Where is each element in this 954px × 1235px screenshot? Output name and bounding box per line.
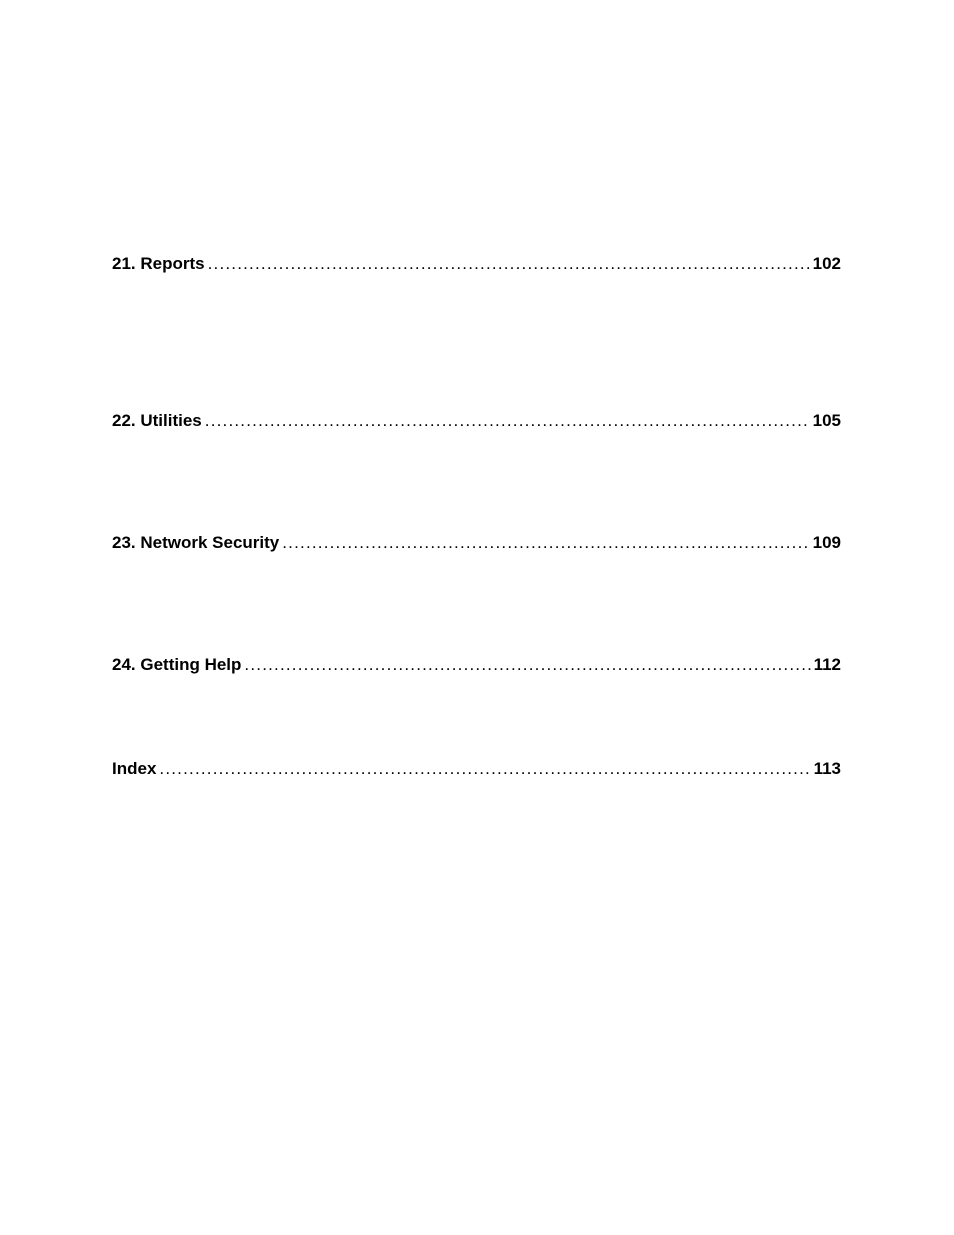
toc-dot-leader [208,252,810,276]
toc-entry-title: 22. Utilities [112,411,202,430]
toc-dot-leader [244,653,810,677]
toc-entry-title: 24. Getting Help [112,655,242,674]
toc-entry-index[interactable] [112,757,841,781]
toc-entry-title: 21. Reports [112,254,205,273]
toc-page-number: 112 [813,655,841,674]
toc-dot-leader [159,757,810,781]
toc-entry-getting-help[interactable] [112,653,841,677]
toc-entry-reports[interactable] [112,252,841,276]
toc-page-number: 105 [812,411,841,430]
toc-page-number: 102 [812,254,841,273]
toc-entry-utilities[interactable] [112,409,841,433]
toc-page-number: 109 [812,533,841,552]
toc-dot-leader [205,409,810,433]
toc-page-number: 113 [813,759,841,778]
toc-dot-leader [282,531,809,555]
toc-entry-network-security[interactable] [112,531,841,555]
toc-entry-title: Index [112,759,157,778]
toc-entry-title: 23. Network Security [112,533,280,552]
